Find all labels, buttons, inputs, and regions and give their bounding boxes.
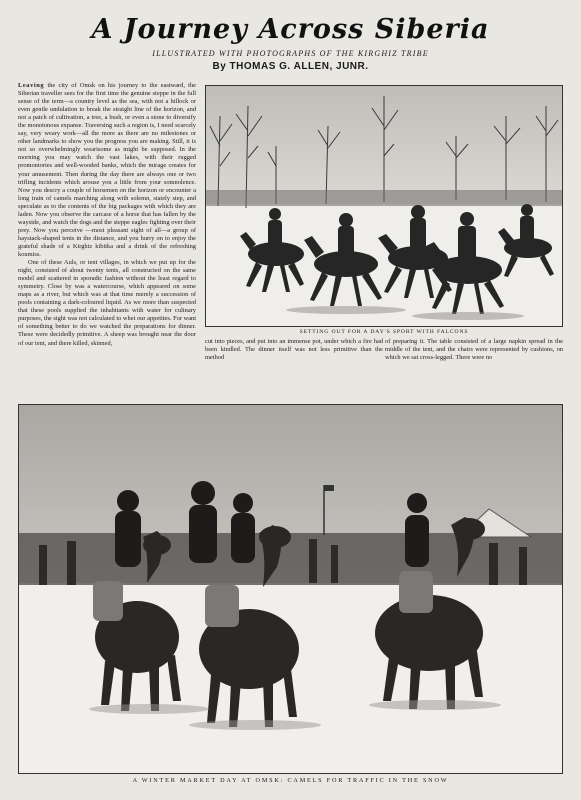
paragraph-1-text: the city of Omsk on his journey to the eastward, the Siberian traveller sees for the first time the genuine steppe in the full sense of the term—a country level as the sea, with not a hillock or even gentle undulation to break the straight line of the horizon, and not a patch of cultivation, a tree, a bush, or even a stone to diversify the monotonous expanse. Traversing such a region is, I need scarcely say, very weary work—all the more as there are no milestones or other landmarks to show you the progress you are making. Still, it is not so overwhelmingly wearisome as might be supposed. In the morning you may watch the vast lakes, with their rugged promontories and well-wooded banks, which the mirage creates for your amusement. Then during the day there are always one or two trifling incidents which arouse you a little from your somnolence. Now you descry a couple of horsemen on the horizon or encounter a long train of camels marching along with solemn, stately step, and speculate as to the contents of the big packages with which they are laden. Now you observe the carcase of a horse that has fallen by the wayside, and watch the dogs and the steppe eagles fighting over their prey. Now you perceive —most pleasant sight of all—a group of haystack-shaped tents in the distance, and you hurry on to enjoy the grateful shade of a Kirghiz kibitka and a drink of the refreshing koumiss. [18,82,196,258]
article-subtitle: ILLUSTRATED WITH PHOTOGRAPHS OF THE KIRGHIZ TRIBE [152,49,429,58]
article-column-left [18,82,196,348]
column-right-text: of preparing it. The table consisted of a large napkin spread in the middle of the tent, and the chairs were represented by cushions, on which we sat cross-legged. There were no [385,338,563,361]
column-middle-text: cut into pieces, and put into an immense pot, under which a fire had been kindled. The dinner itself was not less primitive than the method [205,338,383,361]
paragraph-1 [18,82,196,259]
article-column-right [385,338,563,362]
falconers-engraving [206,86,563,327]
paragraph-dropcap: Leaving [18,82,45,89]
paragraph-2: One of these Auls, or tent villages, in which we put up for the night, consisted of about twenty tents, all constructed on the same model and scattered in sporadic fashion without the least regard to symmetry. Close by was a watercourse, which appeared on some maps as a river, but which was at that time merely a succession of pools containing a dark-coloured liquid. As we more than suspected that these pools supplied the inhabitants with water for culinary purposes, the sight was not calculated to whet our appetites. For want of something better to do we watched the preparations for dinner. These were decidedly primitive. A sheep was brought near the door of our tent, and there killed, skinned, [18,259,196,347]
falconers-caption: SETTING OUT FOR A DAY'S SPORT WITH FALCONS [299,329,469,335]
flag [324,485,334,491]
camels-engraving [19,405,563,774]
camels-caption: A WINTER MARKET DAY AT OMSK: CAMELS FOR TRAFFIC IN THE SNOW [132,777,449,784]
market-crowd [19,533,563,585]
article-column-middle [205,338,383,362]
distant-woods [206,190,563,206]
article-title: A Journey Across Siberia [91,14,490,45]
falconers-illustration [205,85,563,327]
camels-illustration [18,404,563,774]
article-byline: By THOMAS G. ALLEN, JUNR. [212,61,369,72]
